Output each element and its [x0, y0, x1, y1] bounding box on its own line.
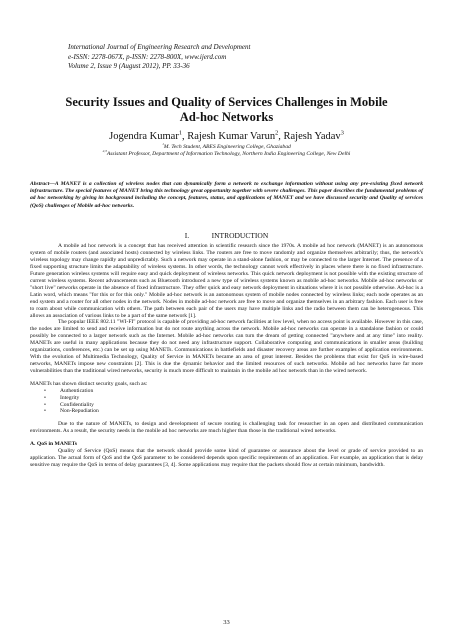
- author-name: Rajesh Yadav: [283, 131, 341, 142]
- security-goals-list: [30, 388, 423, 415]
- list-item: • Confidentiality: [44, 401, 94, 408]
- journal-header: [68, 43, 398, 72]
- author-affiliation-marker: 1: [178, 129, 182, 137]
- list-item: • Integrity: [44, 394, 80, 401]
- author-name: Jogendra Kumar: [109, 131, 179, 142]
- author-affiliation-marker: 2: [275, 129, 279, 137]
- intro-paragraph-3: Due to the nature of MANETs, to design and development of secure routing is challenging task for researcher in an open and distributed communication environments. As a result, the security needs in the mobile ad hoc networks are much higher than those in the traditional wired networks.: [30, 421, 423, 435]
- intro-paragraph-2: The popular IEEE 802.11 "WI-FI" protocol is capable of providing ad-hoc network facilities at low level, when no access point is available. However in this case, the nodes are limited to send and receive information but do not route anything across the network. Mobile ad-hoc networks can operate in a standalone fashion or could possibly be connected to a larger network such as the Internet. Mobile ad-hoc networks can turn the dream of getting connected "anywhere and at any time" into reality. MANETs are useful in many applications because they do not need any infrastructure support. Collaborative computing and communications in smaller areas (building organizations, conferences, etc.) can be set up using MANETs. Communications in battlefields and disaster recovery areas are further examples of application environments. With the evolution of Multimedia Technology, Quality of Service in MANETs became an area of great interest. Besides the problems that exist for QoS in wire-based networks, MANETs impose new constraints [2]. This is due the dynamic behavior and the limited resources of such networks. Mobile ad hoc networks have far more vulnerabilities than the traditional wired networks, security is much more difficult to maintain in the mobile ad hoc network than in the wired network.: [30, 319, 423, 375]
- list-item: • Authentication: [44, 388, 94, 395]
- affiliation-2-text: Assistant Professor, Department of Information Technology, Northern India Engineering College, New Delhi: [106, 151, 351, 157]
- abstract: Abstract—A MANET is a collection of wireless nodes that can dynamically form a network to exchange information without using any pre-existing fixed network infrastructure. The special features of MANET bring this technology great opportunity together with severe challenges. This paper describes the fundamental problems of ad hoc networking by giving its background including the concept, features, status, and applications of MANET and we have discussed security and Quality of services (QoS) challenges of Mobile ad-hoc networks.: [30, 181, 423, 209]
- list-item: • Non-Repudiation: [44, 408, 99, 415]
- journal-name: International Journal of Engineering Research and Development: [68, 43, 251, 51]
- intro-paragraph-1: A mobile ad hoc network is a concept that has received attention in scientific research since the 1970s. A mobile ad hoc network (MANET) is an autonomous system of mobile routers (and associated hosts) connected by wireless links. The routers are free to move randomly and organize themselves arbitrarily; thus, the network's wireless topology may change rapidly and unpredictably. Such a network may operate in a stand-alone fashion, or may be connected to the larger Internet. The presence of a fixed supporting structure limits the adaptability of wireless systems. In other words, the technology cannot work effectively in places where there is no fixed infrastructure. Future generation wireless systems will require easy and quick deployment of wireless networks. This quick network deployment is not possible with the existing structure of current wireless systems. Recent advancements such as Bluetooth introduced a new type of wireless systems known as mobile ad-hoc networks. Mobile ad-hoc networks or "short live" networks operate in the absence of fixed infrastructure. They offer quick and easy network deployment in situations where it is not possible otherwise. Ad-hoc is a Latin word, which means "for this or for this only." Mobile ad-hoc network is an autonomous system of mobile nodes connected by wireless links; each node operates as an end system and a router for all other nodes in the network. Nodes in mobile ad-hoc network are free to move and organize themselves in an arbitrary fashion. Each user is free to roam about while communication with others. The path between each pair of the users may have multiple links and the radio between them can be heterogeneous. This allows an association of various links to be a part of the same network [1].: [30, 243, 423, 319]
- author-affiliation-marker: 3: [340, 129, 344, 137]
- affiliation-1-marker: 1: [162, 142, 164, 147]
- section-heading-introduction: I. INTRODUCTION: [184, 231, 269, 240]
- paper-title: Security Issues and Quality of Services Challenges in Mobile Ad-hoc Networks: [65, 95, 388, 124]
- subsection-heading-qos: A. QoS in MANETs: [30, 441, 78, 448]
- qos-paragraph: Quality of Service (QoS) means that the network should provide some kind of guarantee or assurance about the level or grade of service provided to an application. The actual form of QoS and the QoS parameter to be considered depends upon specific requirements of an application. For example, an application that is delay sensitive may require the QoS in terms of delay guarantees [3, 4]. Some applications may require that the packets should flow at certain minimum, bandwidth.: [30, 448, 423, 469]
- author-list: Jogendra Kumar$^1$, Rajesh Kumar Varun$^2$, Rajesh Yadav$^3$: [109, 129, 344, 142]
- introduction-body: [30, 243, 423, 469]
- security-goals-intro: MANETs has shown distinct security goals, such as:: [30, 381, 148, 388]
- affiliation-2: [30, 151, 423, 158]
- affiliation-2-marker: 2,3: [102, 149, 107, 154]
- journal-volume: Volume 2, Issue 9 (August 2012), PP. 33-36: [68, 62, 190, 70]
- affiliation-1-text: M. Tech Student, ABES Engineering College, Ghaziabad: [163, 144, 291, 150]
- author-name: Rajesh Kumar Varun: [187, 131, 276, 142]
- page-number: 33: [223, 619, 230, 626]
- journal-issn: e-ISSN: 2278-067X, p-ISSN: 2278-800X, www.ijerd.com: [68, 52, 227, 61]
